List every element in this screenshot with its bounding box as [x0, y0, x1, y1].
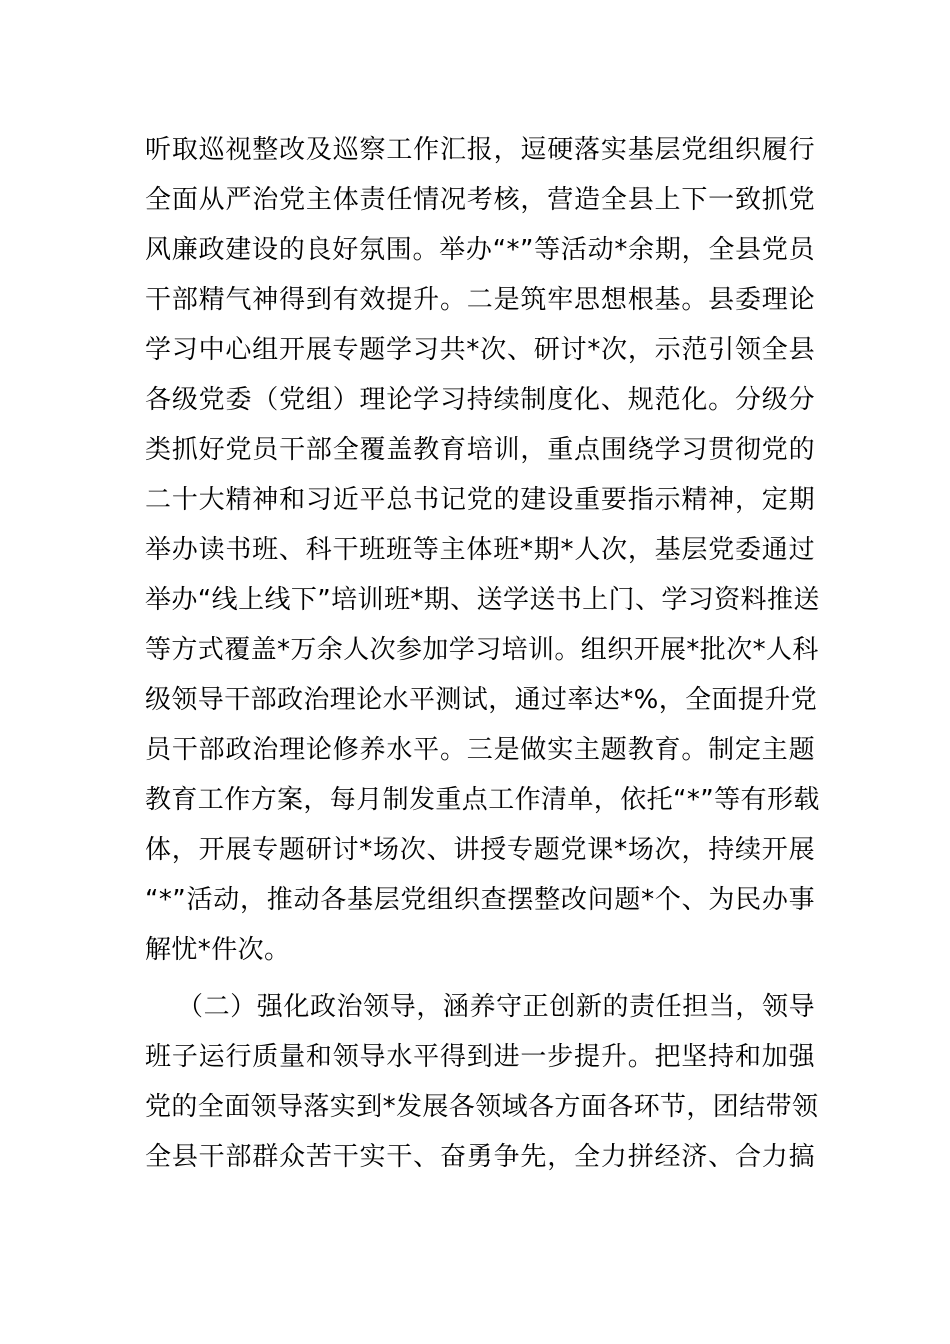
text-line: （二）强化政治领导，涵养守正创新的责任担当，领导	[177, 992, 815, 1022]
text-line: 级领导干部政治理论水平测试，通过率达*%，全面提升党	[145, 685, 818, 715]
text-line: 风廉政建设的良好氛围。举办“*”等活动*余期，全县党员	[145, 235, 815, 265]
text-line: 举办读书班、科干班班等主体班*期*人次，基层党委通过	[145, 535, 815, 565]
text-line: 班子运行质量和领导水平得到进一步提升。把坚持和加强	[145, 1042, 815, 1072]
paragraph-2	[145, 982, 819, 1182]
paragraph-gap	[145, 975, 815, 982]
text-line: 全县干部群众苦干实干、奋勇争先，全力拼经济、合力搞	[145, 1142, 815, 1172]
paragraph-1	[145, 125, 820, 975]
text-line: 各级党委（党组）理论学习持续制度化、规范化。分级分	[145, 385, 815, 415]
text-line: 二十大精神和习近平总书记党的建设重要指示精神，定期	[145, 485, 815, 515]
text-line: 党的全面领导落实到*发展各领域各方面各环节，团结带领	[145, 1092, 819, 1122]
text-line: 听取巡视整改及巡察工作汇报，逗硬落实基层党组织履行	[145, 135, 815, 165]
text-line: 解忧*件次。	[145, 935, 291, 965]
document-body	[145, 125, 820, 1182]
text-line: 举办“线上线下”培训班*期、送学送书上门、学习资料推送	[145, 585, 820, 615]
text-line: “*”活动，推动各基层党组织查摆整改问题*个、为民办事	[145, 885, 815, 915]
text-line: 全面从严治党主体责任情况考核，营造全县上下一致抓党	[145, 185, 815, 215]
text-line: 教育工作方案，每月制发重点工作清单，依托“*”等有形载	[145, 785, 820, 815]
text-line: 学习中心组开展专题学习共*次、研讨*次，示范引领全县	[145, 335, 815, 365]
text-line: 员干部政治理论修养水平。三是做实主题教育。制定主题	[145, 735, 815, 765]
text-line: 体，开展专题研讨*场次、讲授专题党课*场次，持续开展	[145, 835, 815, 865]
text-line: 干部精气神得到有效提升。二是筑牢思想根基。县委理论	[145, 285, 815, 315]
text-line: 类抓好党员干部全覆盖教育培训，重点围绕学习贯彻党的	[145, 435, 815, 465]
text-line: 等方式覆盖*万余人次参加学习培训。组织开展*批次*人科	[145, 635, 819, 665]
